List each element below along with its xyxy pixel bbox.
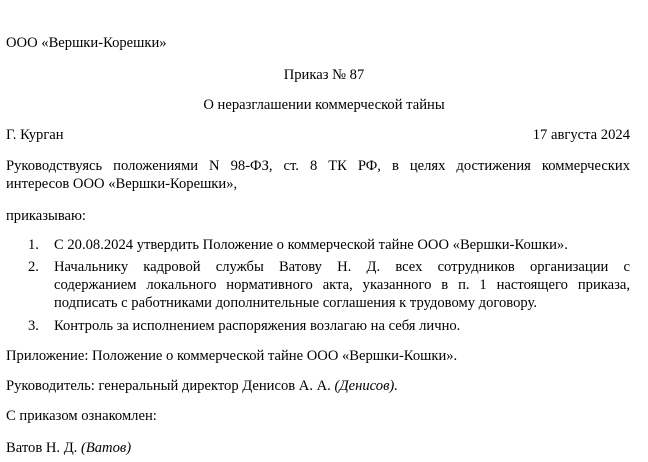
item-line: содержанием локального нормативного акта, указанного в п. 1 настоящего приказа, (54, 277, 630, 293)
item-line: Контроль за исполнением распоряжения возлагаю на себя лично. (54, 318, 461, 334)
item-text (54, 317, 630, 335)
order-subject: О неразглашении коммерческой тайны (203, 97, 445, 113)
item-line: подписать с работниками дополнительные соглашения к трудовому договору. (54, 295, 537, 311)
signature-text: Руководитель: генеральный директор Денисов А. А. (6, 378, 331, 394)
order-title: Приказ № 87 (283, 67, 365, 83)
acquainted-line: С приказом ознакомлен: (6, 408, 157, 424)
list-item (28, 258, 630, 314)
item-number: 2. (28, 259, 39, 275)
employee-name: Ватов Н. Д. (6, 440, 78, 456)
item-text (54, 258, 630, 312)
item-number: 3. (28, 318, 39, 334)
signature-sign: (Денисов). (334, 378, 398, 394)
preamble-line-2: интересов ООО «Вершки-Корешки», (6, 176, 238, 192)
item-line: Начальнику кадровой службы Ватову Н. Д. всех сотрудников организации с (54, 259, 630, 275)
employee-line (6, 439, 131, 457)
item-text (54, 236, 630, 254)
order-word: приказываю: (6, 208, 86, 224)
company-name: ООО «Вершки-Корешки» (6, 35, 167, 51)
list-item (28, 317, 630, 335)
item-line: С 20.08.2024 утвердить Положение о коммерческой тайне ООО «Вершки-Кошки». (54, 237, 568, 253)
preamble (6, 157, 630, 193)
list-item (28, 236, 630, 254)
city: Г. Курган (6, 127, 64, 143)
signature-line (6, 377, 398, 395)
item-number: 1. (28, 237, 39, 253)
order-date: 17 августа 2024 (532, 127, 630, 143)
employee-sign: (Ватов) (80, 440, 132, 456)
preamble-line-1: Руководствуясь положениями N 98-ФЗ, ст. 8 ТК РФ, в целях достижения коммерческих (6, 158, 630, 174)
attachment-line: Приложение: Положение о коммерческой тайне ООО «Вершки-Кошки». (6, 348, 458, 364)
